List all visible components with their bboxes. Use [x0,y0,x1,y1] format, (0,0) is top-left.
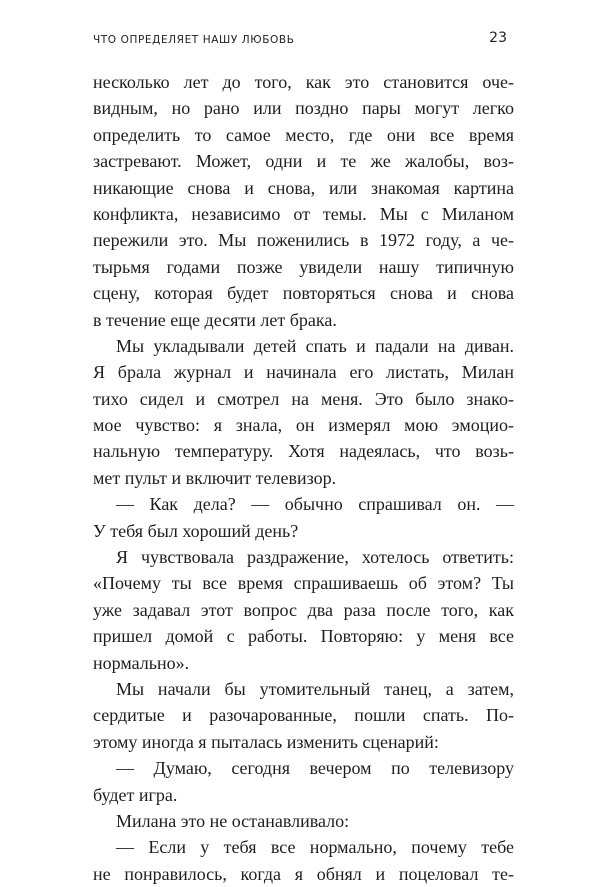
text-line: Милана это не останавливало: [116,810,350,831]
text-line: — Как дела? — обычно спрашивал он. — [116,494,514,515]
text-line: определить то самое место, где они все время [93,124,514,145]
text-line: — Думаю, сегодня вечером по телевизору [116,758,514,779]
text-line: мое чувство: я знала, он измерял мою эмоцио- [93,415,514,436]
text-line: «Почему ты все время спрашиваешь об этом? Ты [93,573,514,594]
text-line: сердитые и разочарованные, пошли спать. По- [93,705,514,726]
text-line: У тебя был хороший день? [93,520,299,541]
text-line: в течение еще десяти лет брака. [93,309,337,330]
text-line: нормально». [93,652,190,673]
text-line: уже задавал этот вопрос два раза после того, как [93,599,514,620]
text-line: Я чувствовала раздражение, хотелось ответить: [116,547,514,568]
body-text [93,69,514,887]
text-line: нальную температуру. Хотя надеялась, что возь- [93,441,514,462]
text-line: — Если у тебя все нормально, почему тебе [116,837,514,858]
text-line: сцену, которая будет повторяться снова и снова [93,283,514,304]
text-line: Мы укладывали детей спать и падали на диван. [116,335,514,356]
text-line: этому иногда я пыталась изменить сценарий: [93,731,439,752]
running-header-title: ЧТО ОПРЕДЕЛЯЕТ НАШУ ЛЮБОВЬ [93,34,295,46]
text-line: мет пульт и включит телевизор. [93,467,337,488]
text-line: застревают. Может, одни и те же жалобы, воз- [93,151,514,172]
text-line: видным, но рано или поздно пары могут легко [93,98,514,119]
text-line: Я брала журнал и начинала его листать, Милан [93,362,514,383]
text-line: Мы начали бы утомительный танец, а затем, [116,678,514,699]
text-line: будет игра. [93,784,178,805]
text-line: тихо сидел и смотрел на меня. Это было знако- [93,388,514,409]
text-line: пришел домой с работы. Повторяю: у меня все [93,626,514,647]
text-line: несколько лет до того, как это становится оче- [93,72,514,92]
text-line: пережили это. Мы поженились в 1972 году, а че- [93,230,514,251]
text-line: конфликта, независимо от темы. Мы с Миланом [93,203,514,224]
text-line: никающие снова и снова, или знакомая картина [93,177,514,198]
text-line: не понравилось, когда я обнял и поцеловал те- [93,863,514,884]
page-number: 23 [489,30,507,46]
text-line: тырьмя годами позже увидели нашу типичную [93,256,514,277]
